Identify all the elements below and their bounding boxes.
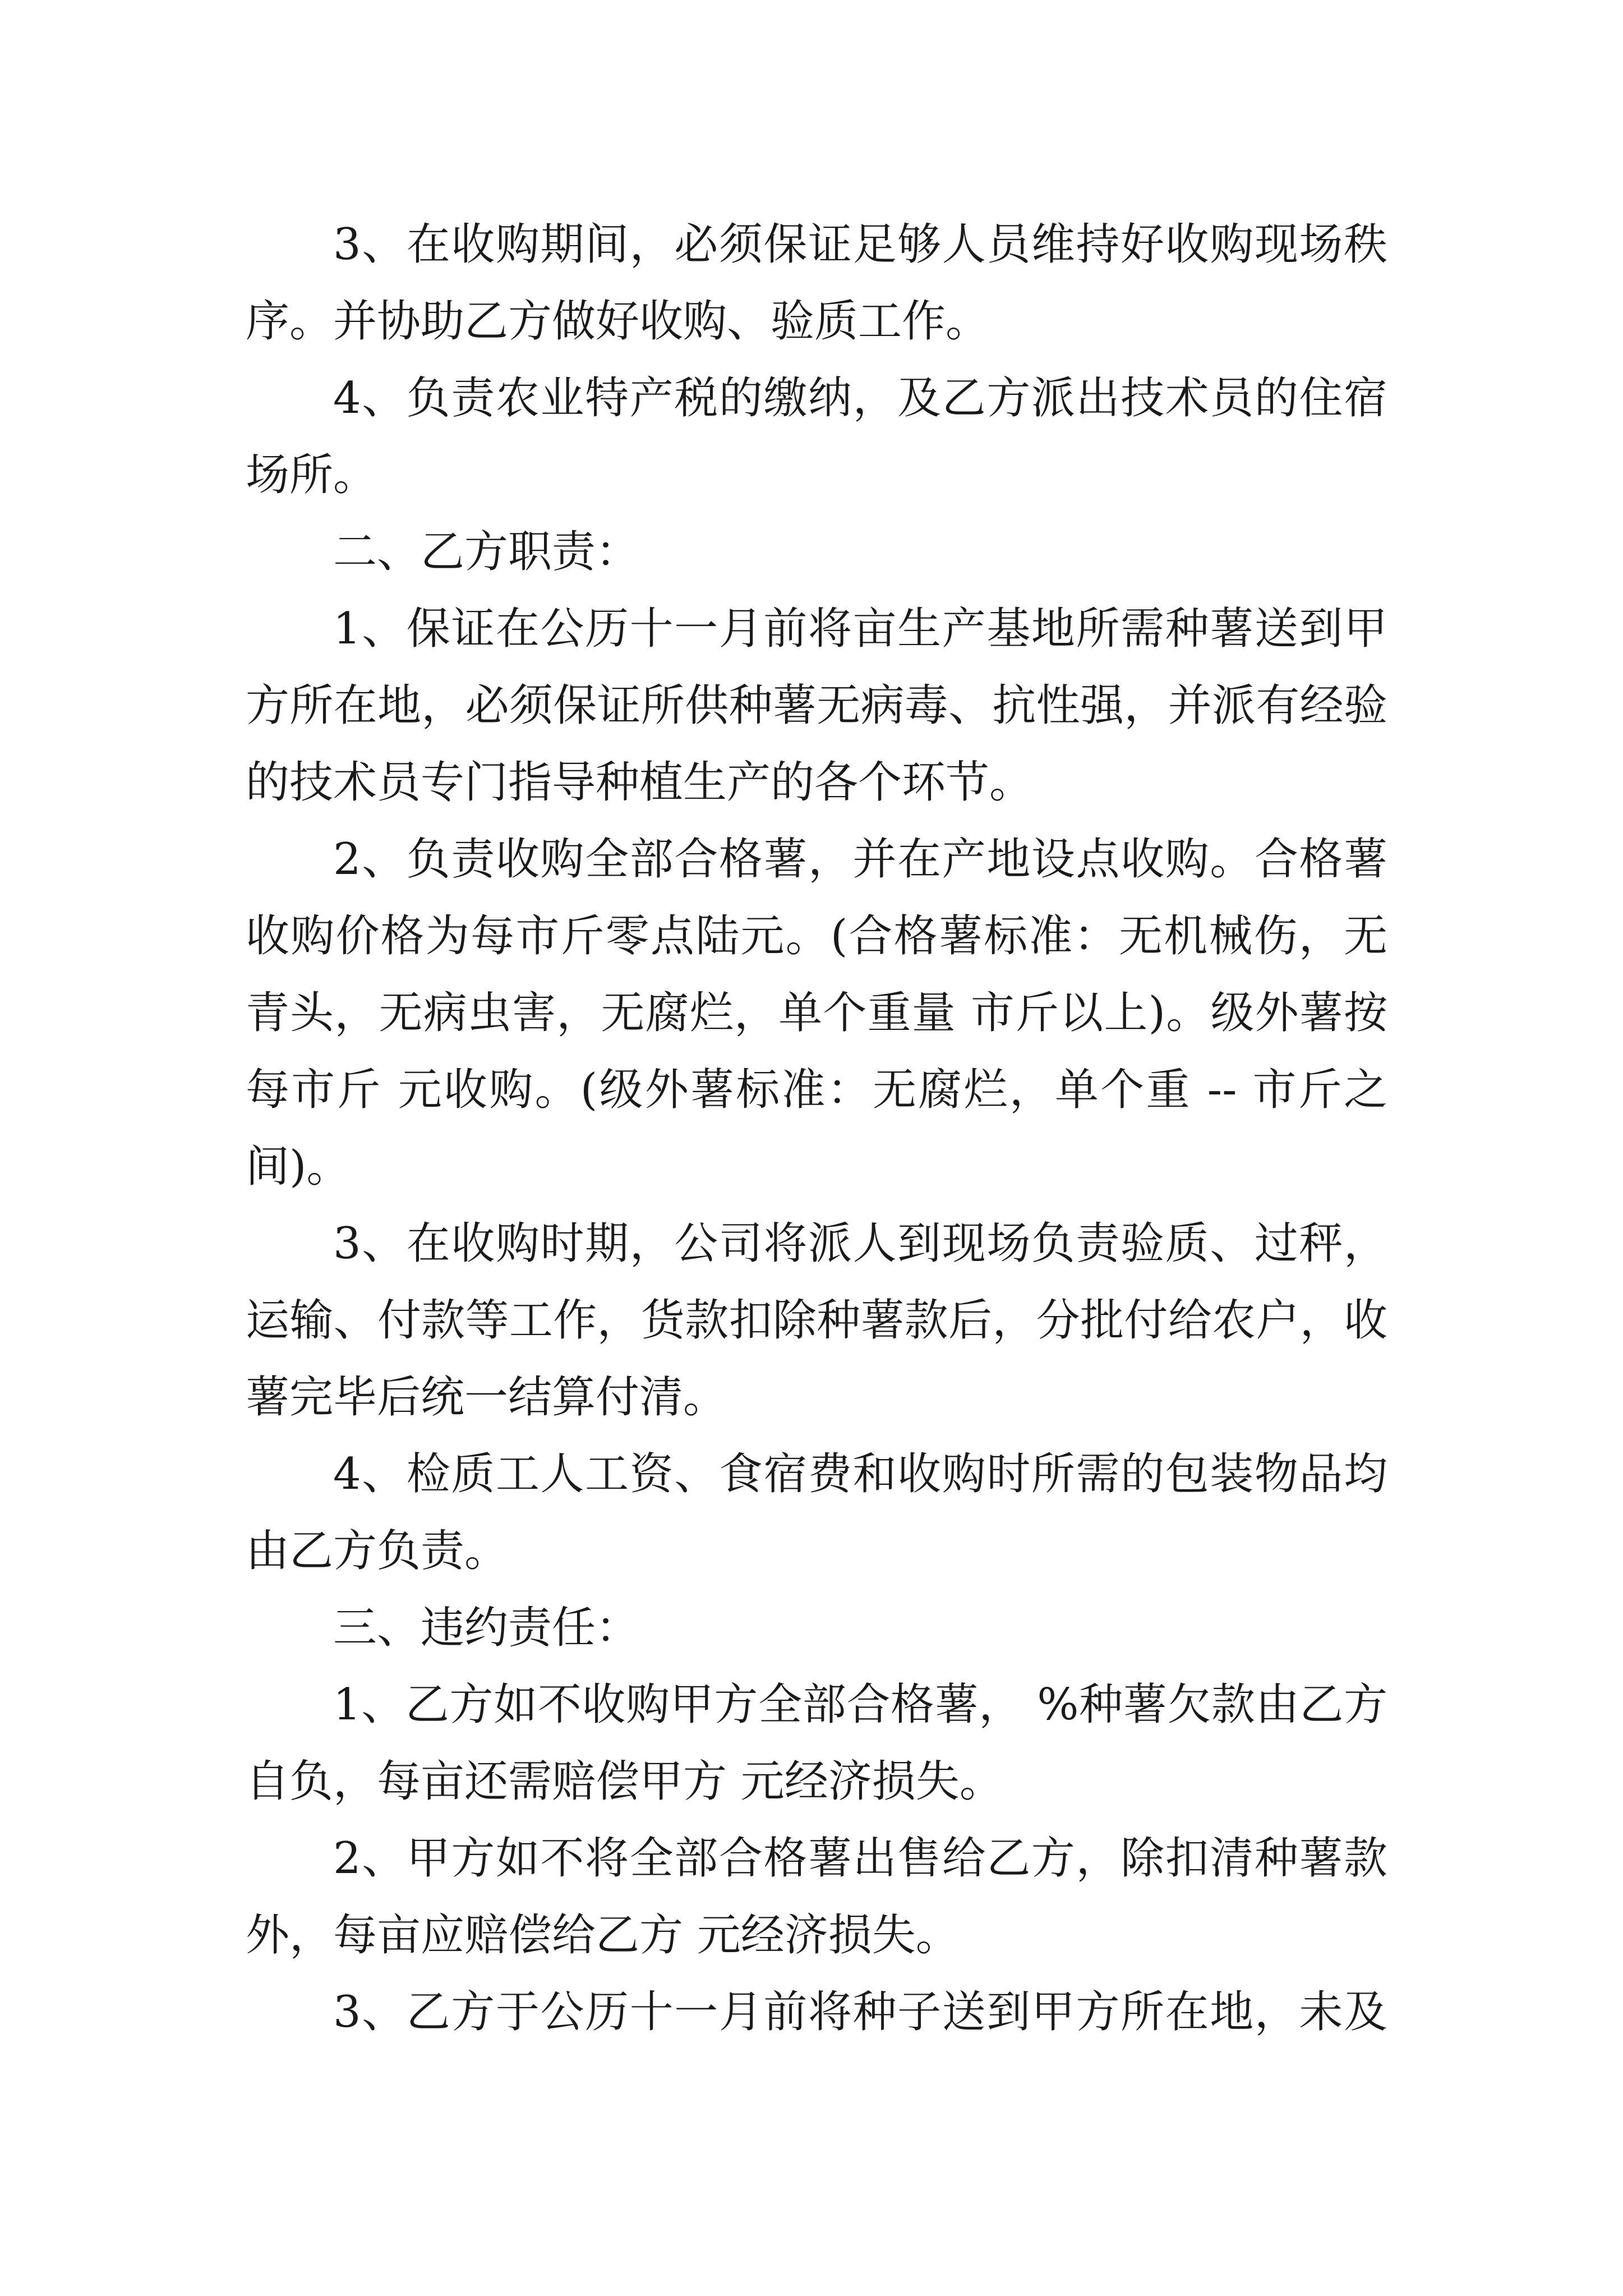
document-line: 2、甲方如不将全部合格薯出售给乙方，除扣清种薯款 [333,1833,1387,1884]
document-line: 运输、付款等工作，货款扣除种薯款后，分批付给农户，收 [246,1295,1387,1346]
document-line: 场所。 [246,450,377,500]
document-line: 薯完毕后统一结算付清。 [246,1372,727,1423]
document-line: 自负，每亩还需赔偿甲方 元经济损失。 [246,1756,1003,1807]
document-line: 由乙方负责。 [246,1526,509,1576]
document-line: 二、乙方职责： [333,527,640,577]
document-line: 1、乙方如不收购甲方全部合格薯， %种薯欠款由乙方 [333,1680,1387,1730]
document-line: 方所在地，必须保证所供种薯无病毒、抗性强，并派有经验 [246,680,1387,731]
document-line: 三、违约责任： [333,1603,640,1653]
document-line: 4、检质工人工资、食宿费和收购时所需的包装物品均 [333,1449,1387,1499]
document-line: 间)。 [246,1142,351,1192]
document-line: 外，每亩应赔偿给乙方 元经济损失。 [246,1910,960,1961]
document-line: 收购价格为每市斤零点陆元。(合格薯标准：无机械伤，无 [246,911,1387,961]
document-line: 3、在收购时期，公司将派人到现场负责验质、过秤， [333,1218,1387,1269]
document-line: 3、乙方于公历十一月前将种子送到甲方所在地，未及 [333,1987,1387,2037]
document-body [246,206,1387,2051]
document-line: 序。并协助乙方做好收购、验质工作。 [246,296,990,347]
document-line: 1、保证在公历十一月前将亩生产基地所需种薯送到甲 [333,604,1387,654]
document-line: 3、在收购期间，必须保证足够人员维持好收购现场秩 [333,219,1387,270]
document-line: 4、负责农业特产税的缴纳，及乙方派出技术员的住宿 [333,373,1387,424]
document-line: 青头，无病虫害，无腐烂，单个重量 市斤以上)。级外薯按 [246,988,1387,1038]
document-line: 每市斤 元收购。(级外薯标准：无腐烂，单个重 -- 市斤之 [246,1065,1387,1115]
document-line: 2、负责收购全部合格薯，并在产地设点收购。合格薯 [333,834,1387,885]
document-line: 的技术员专门指导种植生产的各个环节。 [246,757,1034,808]
